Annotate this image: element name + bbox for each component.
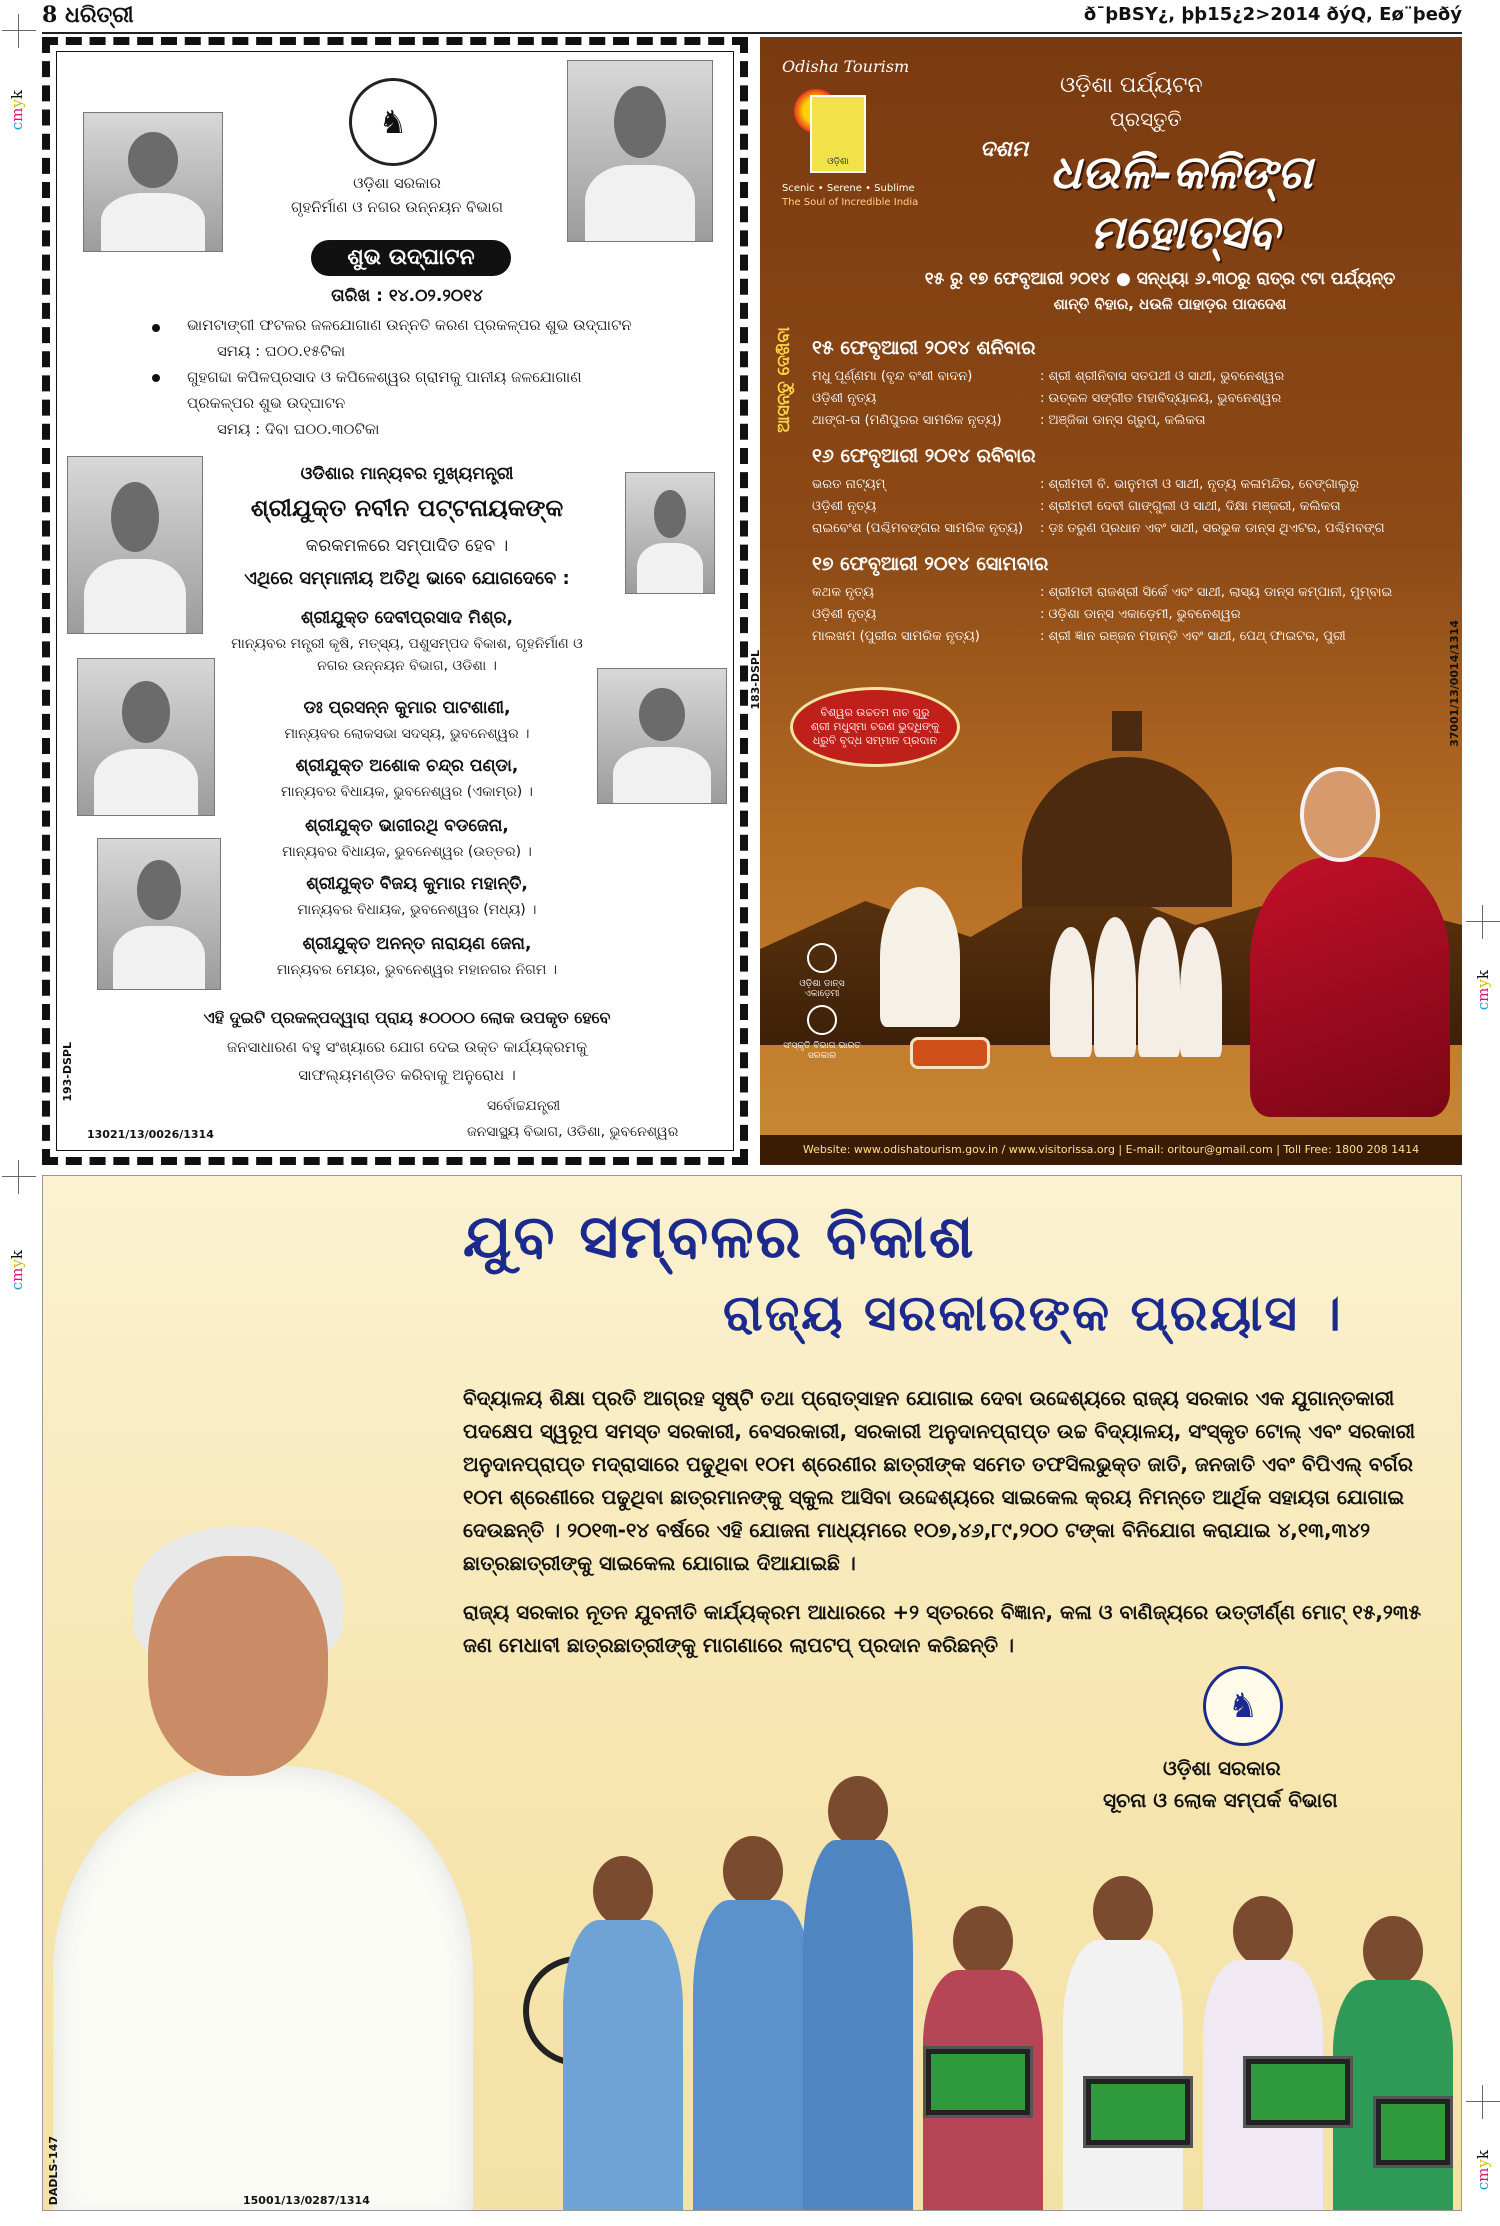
odisha-govt-emblem-icon: ♞ [349,78,437,166]
award-badge: ବିଶ୍ୱର ଉଚ୍ଚତମ ନାଚ ଗୁରୁ ଶ୍ରୀ ମଧୁସ୍ମା ଚରଣ ଭୁଦ୍ଧିଙ୍କୁ ଧ୍ରୁବି ବୃଦ୍ଧ ସମ୍ମାନ ପ୍ରଦାନ [790,687,960,767]
student-figure [1203,1896,1323,2211]
odisha-govt-emblem-icon: ♞ [1203,1666,1283,1746]
bullet-icon [152,324,160,332]
signatory-dept: ଜନସାସ୍ଥ୍ୟ ବିଭାଗ, ଓଡିଶା, ଭୁବନେଶ୍ୱର [467,1124,679,1140]
header-date: ð¯þBSY¿, þþ15¿2>2014 ðýQ, Eø¨þeðý [1083,4,1462,25]
closing-line-2: ଜନସାଧାରଣ ବହୁ ସଂଖ୍ୟାରେ ଯୋଗ ଦେଇ ଉକ୍ତ କାର୍ଯ୍ୟକ୍ରମକୁ [226,1038,588,1056]
guest-name: ଶ୍ରୀଯୁକ୍ତ ଦେବୀପ୍ରସାଦ ମିଶ୍ର, [301,608,513,628]
youth-development-ad [42,1175,1462,2211]
chief-minister-photo [567,60,713,242]
program-item: ରାଇବେଂଶ (ପଶ୍ଚିମବଙ୍ଗର ସାମରିକ ନୃତ୍ୟ) [812,521,1024,536]
odisha-tourism-brand: Odisha Tourism [782,57,910,76]
side-tag: ଆସନ୍ତୁ ଦେଖିବା [774,327,794,433]
tourism-tagline-2: The Soul of Incredible India [782,197,919,208]
dancer-image [1050,927,1092,1057]
festival-venue: ଶାନ୍ତି ବିହାର, ଧଉଳି ପାହାଡ଼ର ପାଦଦେଶ [1053,295,1287,313]
cm-line: କରକମଳରେ ସମ୍ପାଦିତ ହେବ । [305,536,509,556]
day-heading: ୧୫ ଫେବୃଆରୀ ୨୦୧୪ ଶନିବାର [812,337,1036,359]
program-item: ଓଡ଼ିଶୀ ନୃତ୍ୟ [812,607,877,622]
inauguration-banner: ଶୁଭ ଉଦ୍‌ଘାଟନ [311,240,511,276]
ad-subheadline: ରାଜ୍ୟ ସରକାରଙ୍କ ପ୍ରୟାସ । [723,1284,1343,1342]
laptop-image [1373,2096,1453,2168]
program-performer: : ଶ୍ରୀମତୀ ଦେବୀ ଗାଙ୍ଗୁଲୀ ଓ ସାଥୀ, ଦିକ୍ଷା ମଞ୍ଜରୀ, କଲିକତା [1040,499,1341,514]
guest-name: ଡଃ ପ୍ରସନ୍ନ କୁମାର ପାଟଶାଣୀ, [303,698,511,718]
header-rule [42,32,1462,34]
program-performer: : ଶ୍ରୀ ଶ୍ରୀନିବାସ ସତପଥୀ ଓ ସାଥୀ, ଭୁବନେଶ୍ୱର [1040,369,1285,384]
student-figure [1063,1876,1183,2211]
guest-photo [77,658,215,816]
program-performer: : ଡ଼ଃ ତରୁଣ ପ୍ରଧାନ ଏବଂ ସାଥୀ, ସରଭୁକ ଡାନ୍ସ ଥିଏଟର, ପଶ୍ଚିମବଙ୍ଗ [1040,521,1385,536]
program-performer: : ଓଡ଼ିଶା ଡାନ୍ସ ଏକାଡ଼େମୀ, ଭୁବନେଶ୍ୱର [1040,607,1241,622]
project-item-1-time: ସମୟ : ଘ୦୦.୧୫ଟିକା [217,342,346,360]
drum-image [910,1037,990,1069]
program-item: ମଧୁ ପୂର୍ଣ୍ଣମା (ବୃନ୍ଦ ବଂଶୀ ବାଦନ) [812,369,973,384]
dancer-image [1180,927,1222,1057]
cm-title: ଓଡିଶାର ମାନ୍ୟବର ମୁଖ୍ୟମନ୍ତ୍ରୀ [300,464,514,484]
inauguration-date: ତାରିଖ : ୧୪.୦୨.୨୦୧୪ [331,286,483,306]
ad-side-code: 193-DSPL [61,1042,74,1102]
student-figure [693,1836,813,2211]
program-item: ଓଡ଼ିଶୀ ନୃତ୍ୟ [812,499,877,514]
guest-role: ମାନ୍ୟବର ମେୟର, ଭୁବନେଶ୍ୱର ମହାନଗର ନିଗମ । [276,962,558,978]
guest-photo [597,668,727,804]
presenter-label: ପ୍ରସ୍ତୁତି [1110,107,1182,131]
program-performer: : ଶ୍ରୀମତୀ ରାଜଶ୍ରୀ ସିର୍କେ ଏବଂ ସାଥୀ, ଲାସ୍ୟ ଡାନ୍ସ କମ୍ପାନୀ, ମୁମ୍ବାଇ [1040,585,1393,600]
project-item-1: ଭାମଟାଙ୍ଗୀ ଫଟଳର ଜଳଯୋଗାଣ ଉନ୍ନତି କରଣ ପ୍ରକଳ୍ପର ଶୁଭ ଉଦ୍‌ଘାଟନ [187,316,632,334]
guest-role: ମାନ୍ୟବର ଲୋକସଭା ସଦସ୍ୟ, ଭୁବନେଶ୍ୱର । [284,726,530,742]
project-item-2-line2: ପ୍ରକଳ୍ପର ଶୁଭ ଉଦ୍‌ଘାଟନ [187,394,346,412]
festival-dates: ୧୫ ରୁ ୧୭ ଫେବୃଆରୀ ୨୦୧୪ ● ସନ୍ଧ୍ୟା ୬.୩୦ରୁ ରାତ୍ର ୯ଟା ପର୍ଯ୍ୟନ୍ତ [924,269,1396,289]
odissi-dancer-image [1230,707,1460,1117]
laptop-image [1243,2056,1353,2128]
cmyk-mark: cmyk [8,1250,26,1291]
sponsor-logos: ଓଡ଼ିଶା ଡାନ୍ସ ଏକାଡ଼େମୀ ସଂସ୍କୃତି ବିଭାଗ ଭାରତ ସରକାର [782,937,862,1061]
presenter-name: ଓଡ଼ିଶା ପର୍ଯ୍ୟଟନ [1060,73,1203,98]
program-item: କଥକ ନୃତ୍ୟ [812,585,875,600]
laptop-image [923,2046,1033,2118]
ad-side-code: DADLS-147 [47,2136,60,2206]
guest-name: ଶ୍ରୀଯୁକ୍ତ ବିଜୟ କୁମାର ମହାନ୍ତି, [306,874,528,894]
ad-side-code: 183-DSPL [749,650,762,710]
bullet-icon [152,374,160,382]
guests-intro: ଏଥିରେ ସମ୍ମାନୀୟ ଅତିଥି ଭାବେ ଯୋଗଦେବେ : [244,568,570,589]
dancer-image [1094,917,1136,1057]
project-item-2: ଗୁହଗଦ୍ଦା କପିଳପ୍ରସାଦ ଓ କପିଳେଶ୍ୱର ଗ୍ରାମକୁ ପାନୀୟ ଜଳଯୋଗାଣ [187,368,582,386]
page-header [42,2,1462,30]
cmyk-mark: cmyk [8,90,26,131]
program-item: ଭରତ ନାଟ୍ୟମ୍ [812,477,886,492]
guest-photo [97,838,221,990]
ad-code: 13021/13/0026/1314 [87,1128,214,1141]
students-photo [503,1696,1462,2211]
festival-edition: ଦଶମ [980,137,1028,162]
program-item: ଓଡ଼ିଶୀ ନୃତ୍ୟ [812,391,877,406]
cm-name: ଶ୍ରୀଯୁକ୍ତ ନବୀନ ପଟ୍ଟନାୟକଙ୍କ [250,494,564,522]
guest-role: ମାନ୍ୟବର ବିଧାୟକ, ଭୁବନେଶ୍ୱର (ଉତ୍ତର) । [282,844,532,860]
project-item-2-time: ସମୟ : ଦିବା ଘ୦୦.୩୦ଟିକା [217,420,380,438]
program-performer: : ଶ୍ରୀମତୀ ବି. ଭାନୁମତୀ ଓ ସାଥୀ, ନୃତ୍ୟ କଳାମନ୍ଦିର, ବେଙ୍ଗାଲୁରୁ [1040,477,1360,492]
peace-pagoda-image [1022,737,1232,907]
program-performer: : ଉତ୍କଳ ସଙ୍ଗୀତ ମହାବିଦ୍ୟାଳୟ, ଭୁବନେଶ୍ୱର [1040,391,1282,406]
guest-role: ମାନ୍ୟବର ବିଧାୟକ, ଭୁବନେଶ୍ୱର (ଏକାମ୍ର) । [281,784,533,800]
scheme-paragraph-2: ରାଜ୍ୟ ସରକାର ନୂତନ ଯୁବନୀତି କାର୍ଯ୍ୟକ୍ରମ ଆଧାରରେ +୨ ସ୍ତରରେ ବିଜ୍ଞାନ, କଳା ଓ ବାଣିଜ୍ୟରେ ଉତ୍ତୀର୍ଣ୍ଣ ମୋଟ୍ ୧୫,୨୩୫ ଜଣ ମେଧାବୀ ଛାତ୍ରଛାତ୍ରୀଙ୍କୁ ମାଗଣାରେ ଲାପଟପ୍ ପ୍ରଦାନ କରିଛନ୍ତି । [463,1600,1422,1657]
odisha-logo: ଓଡ଼ିଶା [810,95,866,173]
guest-name: ଶ୍ରୀଯୁକ୍ତ ଭାଗୀରଥି ବଡଜେନା, [305,816,509,836]
guest-photo [83,112,223,252]
guest-photo [67,456,203,634]
guest-role: ମାନ୍ୟବର ମନ୍ତ୍ରୀ କୃଷି, ମତ୍ସ୍ୟ, ପଶୁସମ୍ପଦ ବିକାଶ, ଗୃହନିର୍ମାଣ ଓ [231,636,583,652]
ad-headline: ଯୁବ ସମ୍ବଳର ବିକାଶ [463,1202,976,1272]
guest-photo [625,472,715,594]
inauguration-frame [56,51,734,1151]
festival-title-2: ମହୋତ୍ସବ [1090,205,1279,259]
department-name: ସୂଚନା ଓ ଲୋକ ସମ୍ପର୍କ ବିଭାଗ [1103,1788,1338,1812]
fire-performer-image [880,887,960,1027]
ad-code: 15001/13/0287/1314 [243,2194,370,2207]
registration-mark [2,1160,36,1194]
signatory-title: ସର୍ବୋଚ୍ଚଯନ୍ତ୍ରୀ [487,1098,561,1114]
page-number-label: 8 ଧରିତ୍ରୀ [42,2,134,28]
day-heading: ୧୬ ଫେବୃଆରୀ ୨୦୧୪ ରବିବାର [812,445,1036,467]
student-figure [803,1776,913,2211]
festival-title: ଧଉଳି-କଳିଙ୍ଗ [1050,145,1313,199]
student-figure [563,1856,683,2211]
guest-role-line2: ନଗର ଉନ୍ନୟନ ବିଭାଗ, ଓଡିଶା । [317,658,497,674]
program-performer: : ଶ୍ରୀ ଜ୍ଞାନ ରଞ୍ଜନ ମହାନ୍ତି ଏବଂ ସାଥୀ, ପେଥ୍ ଫାଇଟର, ପୁରୀ [1040,629,1346,644]
tourism-tagline: Scenic • Serene • Sublime [782,183,915,194]
closing-line-3: ସାଫଲ୍ୟମଣ୍ଡିତ କରିବାକୁ ଅନୁରୋଧ । [298,1066,516,1084]
govt-name: ଓଡ଼ିଶା ସରକାର [1163,1756,1281,1780]
registration-mark [1466,905,1500,939]
scheme-paragraph-1: ବିଦ୍ୟାଳୟ ଶିକ୍ଷା ପ୍ରତି ଆଗ୍ରହ ସୃଷ୍ଟି ତଥା ପ୍ରୋତ୍ସାହନ ଯୋଗାଇ ଦେବା ଉଦ୍ଦେଶ୍ୟରେ ରାଜ୍ୟ ସରକାର ଏକ ଯୁଗାନ୍ତକାରୀ ପଦକ୍ଷେପ ସ୍ୱରୂପ ସମସ୍ତ ସରକାରୀ, ବେସରକାରୀ, ସରକାରୀ ଅନୁଦାନପ୍ରାପ୍ତ ଉଚ୍ଚ ବିଦ୍ୟାଳୟ, ସଂସ୍କୃତ ଟୋଲ୍ ଏବଂ ସରକାରୀ ଅନୁଦାନପ୍ରାପ୍ତ ମଦ୍ରାସାରେ ପଢୁଥିବା ୧୦ମ ଶ୍ରେଣୀର ଛାତ୍ରୀଙ୍କ ସମେତ ତଫସିଲଭୁକ୍ତ ଜାତି, ଜନଜାତି ଏବଂ ବିପିଏଲ୍ ବର୍ଗର ୧୦ମ ଶ୍ରେଣୀରେ ପଢୁଥିବା ଛାତ୍ରମାନଙ୍କୁ ସ୍କୁଲ ଆସିବା ଉଦ୍ଦେଶ୍ୟରେ ସାଇକେଲ କ୍ରୟ ନିମନ୍ତେ ଆର୍ଥିକ ସହାୟତା ଯୋଗାଇ ଦେଉଛନ୍ତି । ୨୦୧୩-୧୪ ବର୍ଷରେ ଏହି ଯୋଜନା ମାଧ୍ୟମରେ ୧୦୭,୪୬,୮୯,୨୦୦ ଟଙ୍କା ବିନିଯୋଗ କରାଯାଇ ୪,୧୩,୩୪୨ ଛାତ୍ରଛାତ୍ରୀଙ୍କୁ ସାଇକେଲ ଯୋଗାଇ ଦିଆଯାଇଛି । [463,1386,1416,1575]
tourism-festival-ad [760,37,1462,1165]
registration-mark [1466,2085,1500,2119]
tourism-contact-footer: Website: www.odishatourism.gov.in / www.visitorissa.org | E-mail: oritour@gmail.com | Toll Free: 1800 208 1414 [760,1135,1462,1165]
ad-side-code: 37001/13/0014/1314 [1448,620,1461,747]
dancer-image [1138,917,1180,1057]
day-heading: ୧୭ ଫେବୃଆରୀ ୨୦୧୪ ସୋମବାର [812,553,1049,575]
inauguration-ad [42,37,748,1165]
program-performer: : ଅଞ୍ଜିକା ଡାନ୍ସ ଗ୍ରୁପ୍, କଲିକତା [1040,413,1206,428]
cmyk-mark: cmyk [1474,970,1492,1011]
laptop-image [1083,2076,1193,2148]
cmyk-mark: cmyk [1474,2150,1492,2191]
guest-name: ଶ୍ରୀଯୁକ୍ତ ଅଶୋକ ଚନ୍ଦ୍ର ପଣ୍ଡା, [295,756,519,776]
chief-minister-photo [43,1516,503,2211]
dance-academy-logo-icon [807,943,837,973]
program-item: ମାଲଖମ (ପୁରୀର ସାମରିକ ନୃତ୍ୟ) [812,629,980,644]
culture-ministry-logo-icon [807,1005,837,1035]
guest-role: ମାନ୍ୟବର ବିଧାୟକ, ଭୁବନେଶ୍ୱର (ମଧ୍ୟ) । [297,902,537,918]
program-item: ଥାଙ୍ଗ-ତା (ମଣିପୁରର ସାମରିକ ନୃତ୍ୟ) [812,413,1002,428]
govt-name: ଓଡ଼ିଶା ସରକାର [353,174,441,192]
registration-mark [2,14,36,48]
department-name: ଗୃହନିର୍ମାଣ ଓ ନଗର ଉନ୍ନୟନ ବିଭାଗ [290,198,504,216]
guest-name: ଶ୍ରୀଯୁକ୍ତ ଅନନ୍ତ ନାରାୟଣ ଜେନା, [302,934,532,954]
closing-line-1: ଏହି ଦୁଇଟି ପ୍ରକଳ୍ପଦ୍ୱାରା ପ୍ରାୟ ୫୦୦୦୦ ଲୋକ ଉପକୃତ ହେବେ [203,1008,611,1027]
